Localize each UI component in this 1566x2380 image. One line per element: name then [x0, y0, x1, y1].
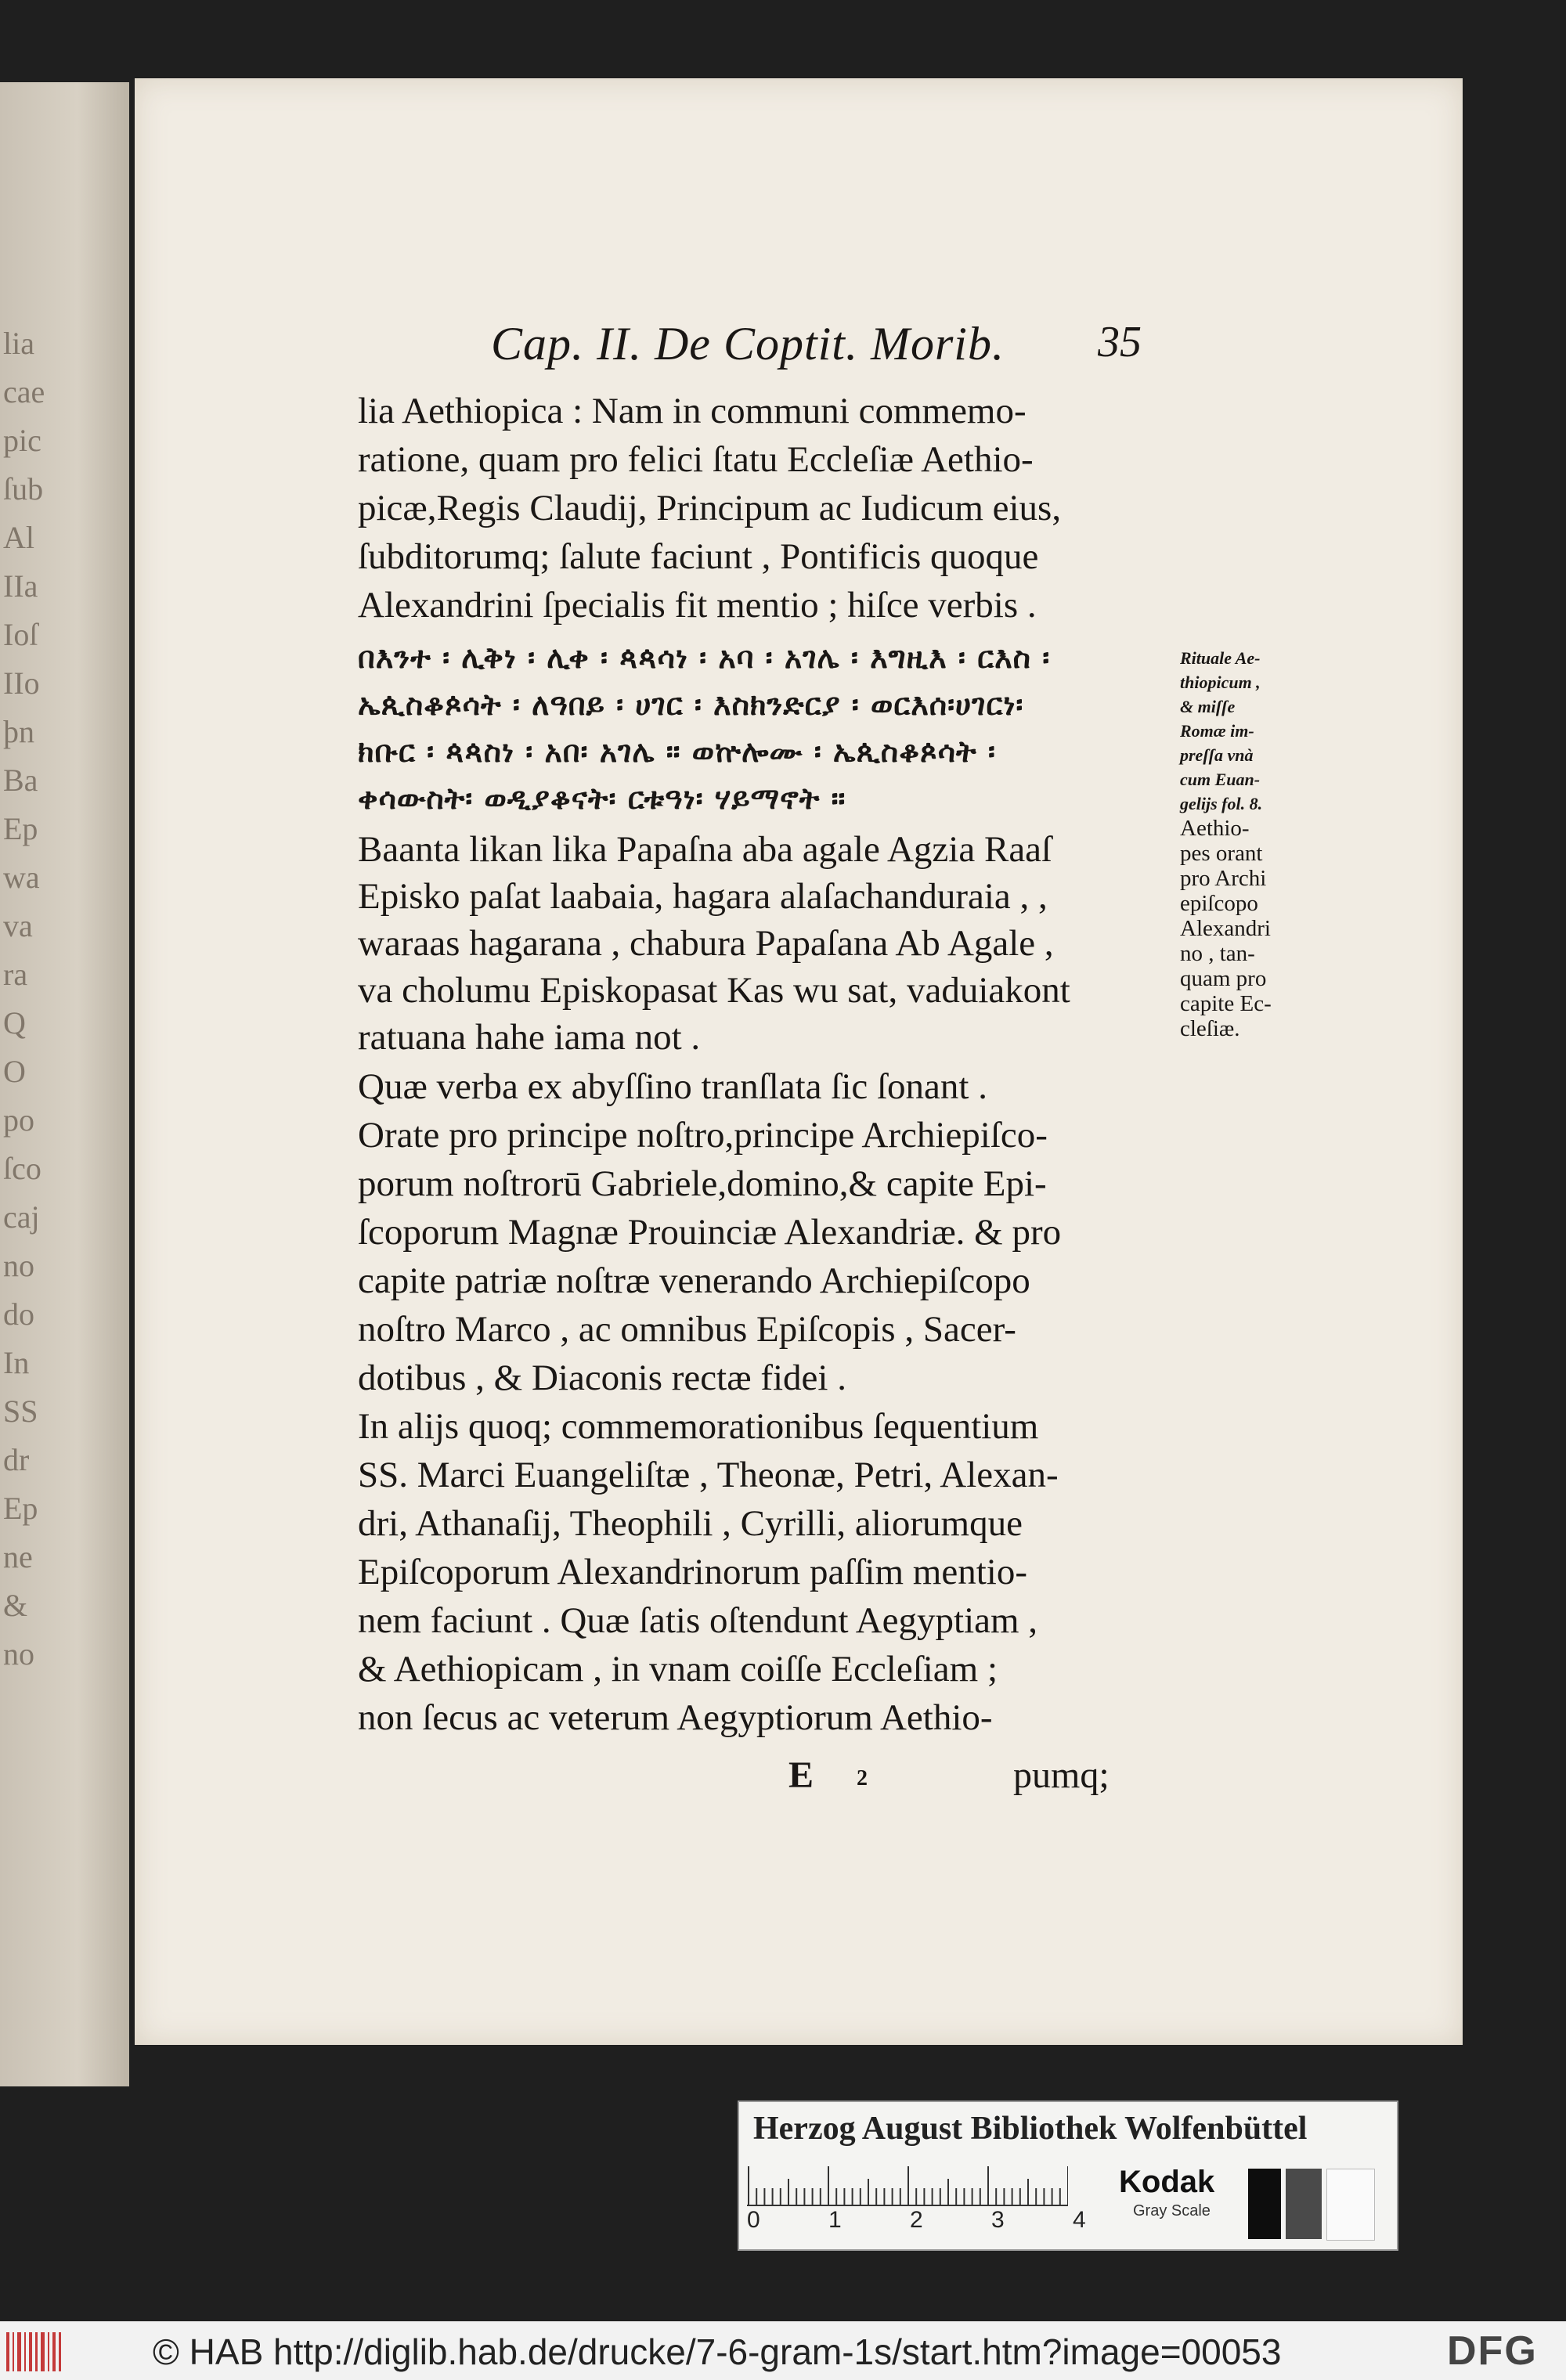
dfg-logo: DFG: [1447, 2328, 1538, 2374]
translation-line: porum noſtrorū Gabriele,domino,& capite Epi-: [358, 1163, 1047, 1204]
body-line: ratione, quam pro felici ſtatu Eccleſiæ Aethio-: [358, 439, 1034, 480]
translation-line: noſtro Marco , ac omnibus Epiſcopis , Sacer-: [358, 1309, 1016, 1350]
running-header: Cap. II. De Coptit. Morib.: [491, 318, 1005, 370]
marginal-line: gelijs fol. 8.: [1180, 794, 1263, 813]
marginal-note: [1180, 646, 1313, 1041]
transliteration-line: Episko paſat laabaia, hagara alaſachanduraia , ,: [358, 876, 1048, 917]
ruler-numbers: [747, 2207, 1086, 2238]
body-line: In alijs quoq; commemorationibus ſequentium: [358, 1406, 1039, 1447]
barcode-icon: [5, 2332, 66, 2371]
translation-line: Orate pro principe noſtro,principe Archiepiſco-: [358, 1115, 1048, 1156]
prev-page-fragment: IIo: [3, 665, 40, 701]
translation-line: Quæ verba ex abyſſino tranſlata ſic ſonant .: [358, 1066, 987, 1107]
marginal-line: preſſa vnà: [1180, 745, 1254, 765]
transliteration-line: va cholumu Episkopasat Kas wu sat, vaduiakont: [358, 970, 1070, 1011]
ruler-number: 3: [991, 2207, 1005, 2233]
ruler-scale: [747, 2163, 1068, 2207]
card-title: Herzog August Bibliothek Wolfenbüttel: [753, 2111, 1308, 2147]
prev-page-fragment: wa: [3, 860, 40, 895]
kodak-label: Kodak: [1119, 2165, 1215, 2199]
prev-page-fragment: cae: [3, 374, 45, 409]
prev-page-fragment: do: [3, 1296, 34, 1332]
body-line: picæ,Regis Claudij, Principum ac Iudicum eius,: [358, 488, 1062, 528]
page-number: 35: [1098, 318, 1142, 366]
prev-page-fragment: SS: [3, 1394, 38, 1429]
prev-page-fragment: Q: [3, 1005, 26, 1040]
marginal-line: thiopicum ,: [1180, 673, 1261, 692]
marginal-line: cleſiæ.: [1180, 1016, 1240, 1041]
body-line: dri, Athanaſij, Theophili , Cyrilli, aliorumque: [358, 1503, 1023, 1544]
marginal-line: Alexandri: [1180, 916, 1271, 941]
marginal-line: Rituale Ae-: [1180, 648, 1261, 668]
ruler-number: 2: [910, 2207, 923, 2233]
gray-scale-label: Gray Scale: [1133, 2202, 1211, 2220]
translation-line: capite patriæ noſtræ venerando Archiepiſcopo: [358, 1260, 1030, 1301]
ethiopic-line: ክቡር ፡ ጳጳስነ ፡ አበ፡ አገሌ ። ወኵሎሙ ፡ ኤጲስቆጶሳት ፡: [358, 734, 996, 769]
prev-page-fragment: va: [3, 908, 33, 943]
footer-bar: [0, 2321, 1566, 2380]
prev-page-fragment: Ioſ: [3, 617, 38, 652]
prev-page-fragment: ſco: [3, 1151, 41, 1186]
prev-page-fragment: IIa: [3, 568, 38, 604]
prev-page-fragment: ſub: [3, 471, 44, 507]
previous-page-edge: [0, 82, 129, 2086]
ruler-number: 1: [828, 2207, 842, 2233]
prev-page-fragment: po: [3, 1102, 34, 1138]
prev-page-fragment: ne: [3, 1539, 33, 1574]
book-page: [135, 78, 1463, 2045]
prev-page-fragment: Ep: [3, 1491, 38, 1526]
marginal-line: Romæ im-: [1180, 721, 1254, 741]
marginal-line: pro Archi: [1180, 866, 1267, 891]
signature-mark: [788, 1754, 868, 1797]
footer-copyright-url: © HAB http://diglib.hab.de/drucke/7-6-gram-1s/start.htm?image=00053: [153, 2331, 1282, 2372]
prev-page-fragment: Ba: [3, 763, 38, 798]
gray-swatch-dark: [1286, 2169, 1322, 2239]
gray-swatch-black: [1248, 2169, 1281, 2239]
marginal-line: no , tan-: [1180, 941, 1255, 966]
body-line: Epiſcoporum Alexandrinorum paſſim mentio-: [358, 1552, 1027, 1592]
prev-page-fragment: caj: [3, 1199, 40, 1235]
ruler-number: 0: [747, 2207, 760, 2233]
prev-page-fragment: Al: [3, 520, 34, 555]
marginal-line: quam pro: [1180, 966, 1267, 991]
translation-line: dotibus , & Diaconis rectæ fidei .: [358, 1358, 846, 1398]
prev-page-fragment: Ep: [3, 811, 38, 846]
prev-page-fragment: þn: [3, 714, 34, 749]
ethiopic-line: ኤጲስቆጶሳት ፡ ለዓበይ ፡ ሀገር ፡ እስክንድርያ ፡ ወርእሰ፡ሀገርነ፡: [358, 687, 1024, 722]
prev-page-fragment: &: [3, 1588, 28, 1623]
prev-page-fragment: no: [3, 1636, 34, 1671]
signature-number: 2: [857, 1765, 868, 1790]
marginal-line: capite Ec-: [1180, 991, 1272, 1016]
prev-page-fragment: pic: [3, 423, 41, 458]
body-line: lia Aethiopica : Nam in communi commemo-: [358, 391, 1027, 431]
translation-line: ſcoporum Magnæ Prouinciæ Alexandriæ. & pro: [358, 1212, 1062, 1253]
prev-page-fragment: O: [3, 1054, 26, 1089]
gray-swatch-white: [1326, 2169, 1375, 2241]
body-line: non ſecus ac veterum Aegyptiorum Aethio-: [358, 1697, 993, 1738]
transliteration-line: ratuana hahe iama not .: [358, 1017, 701, 1058]
transliteration-line: Baanta likan lika Papaſna aba agale Agzia Raaſ: [358, 829, 1052, 870]
marginal-line: & miſſe: [1180, 697, 1236, 716]
prev-page-fragment: In: [3, 1345, 30, 1380]
catchword: pumq;: [1013, 1754, 1110, 1796]
prev-page-fragment: lia: [3, 326, 34, 361]
marginal-line: cum Euan-: [1180, 770, 1261, 789]
ethiopic-line: በእንተ ፡ ሊቅነ ፡ ሊቀ ፡ ጳጳሳነ ፡ አባ ፡ አገሌ ፡ እግዚእ ፡ ርእስ ፡: [358, 640, 1051, 675]
prev-page-fragment: dr: [3, 1442, 30, 1477]
ruler-number: 4: [1073, 2207, 1086, 2233]
ethiopic-line: ቀሳውስት፡ ወዲያቆናት፡ ርቱዓነ፡ ሃይማኖት ።: [358, 781, 846, 816]
color-calibration-card: [738, 2101, 1398, 2251]
prev-page-fragment: ra: [3, 957, 28, 992]
marginal-line: epiſcopo: [1180, 891, 1258, 916]
marginal-line: pes orant: [1180, 841, 1263, 866]
signature-letter: E: [788, 1754, 814, 1796]
body-line: Alexandrini ſpecialis fit mentio ; hiſce verbis .: [358, 585, 1037, 626]
body-line: & Aethiopicam , in vnam coiſſe Eccleſiam ;: [358, 1649, 998, 1689]
prev-page-fragment: no: [3, 1248, 34, 1283]
body-line: SS. Marci Euangeliſtæ , Theonæ, Petri, Alexan-: [358, 1455, 1059, 1495]
body-line: nem faciunt . Quæ ſatis oſtendunt Aegyptiam ,: [358, 1600, 1038, 1641]
transliteration-line: waraas hagarana , chabura Papaſana Ab Agale ,: [358, 923, 1054, 964]
body-line: ſubditorumq; ſalute faciunt , Pontificis quoque: [358, 536, 1039, 577]
marginal-line: Aethio-: [1180, 816, 1250, 841]
